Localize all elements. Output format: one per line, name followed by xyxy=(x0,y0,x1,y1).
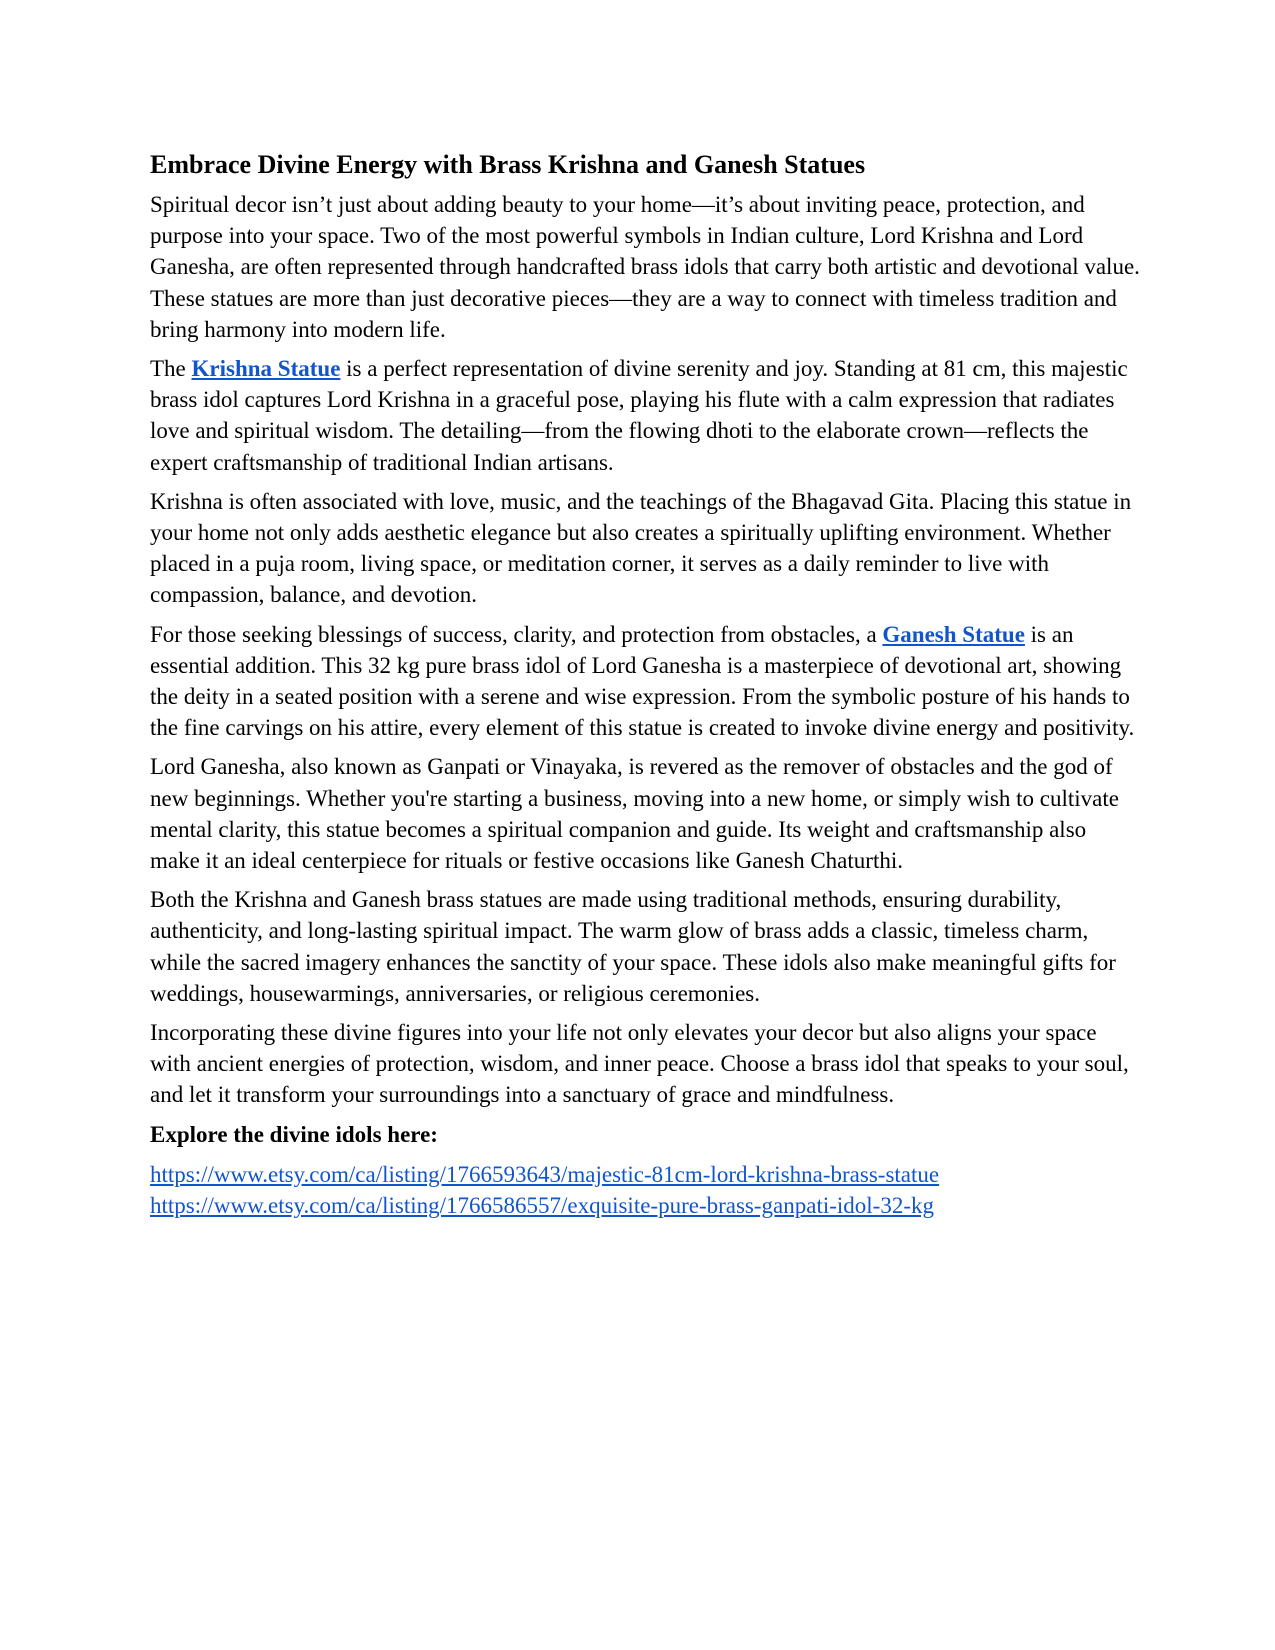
krishna-paragraph-lead: The xyxy=(150,356,192,382)
document-page xyxy=(150,148,1140,1222)
closing-paragraph: Incorporating these divine figures into your life not only elevates your decor but also aligns your space with ancient energies of protection, wisdom, and inner peace. Choose a brass idol that speaks to your soul, and let it transform your surroundings into a sanctuary of grace and mindfulness. xyxy=(150,1020,1129,1108)
ganesh-paragraph xyxy=(150,619,1140,744)
krishna-meaning-paragraph: Krishna is often associated with love, music, and the teachings of the Bhagavad Gita. Placing this statue in your home not only adds aesthetic elegance but also creates a spiritually uplifting environment. Whether placed in a puja room, living space, or meditation corner, it serves as a daily reminder to live with compassion, balance, and devotion. xyxy=(150,488,1132,608)
listing-links xyxy=(150,1159,1140,1222)
ganesh-statue-link[interactable]: Ganesh Statue xyxy=(882,621,1025,647)
krishna-paragraph-body: is a perfect representation of divine serenity and joy. Standing at 81 cm, this majestic brass idol captures Lord Krishna in a graceful pose, playing his flute with a calm expression that radiates love and spiritual wisdom. The detailing—from the flowing dhoti to the elaborate crown—reflects the expert craftsmanship of traditional Indian artisans. xyxy=(150,356,1128,475)
krishna-listing-url[interactable]: https://www.etsy.com/ca/listing/1766593643/majestic-81cm-lord-krishna-brass-statue xyxy=(150,1161,940,1187)
intro-paragraph: Spiritual decor isn’t just about adding beauty to your home—it’s about inviting peace, protection, and purpose into your space. Two of the most powerful symbols in Indian culture, Lord Krishna and Lord Ganesha, are often represented through handcrafted brass idols that carry both artistic and devotional value. These statues are more than just decorative pieces—they are a way to connect with timeless tradition and bring harmony into modern life. xyxy=(150,192,1140,342)
ganesh-paragraph-lead: For those seeking blessings of success, clarity, and protection from obstacles, a xyxy=(150,621,883,647)
ganesh-paragraph-body: is an essential addition. This 32 kg pure brass idol of Lord Ganesha is a masterpiece of devotional art, showing the deity in a seated position with a serene and wise expression. From the symbolic posture of his hands to the fine carvings on his attire, every element of this statue is created to invoke divine energy and positivity. xyxy=(150,621,1135,741)
ganesh-listing-url[interactable]: https://www.etsy.com/ca/listing/1766586557/exquisite-pure-brass-ganpati-idol-32-kg xyxy=(150,1193,934,1219)
krishna-statue-link[interactable]: Krishna Statue xyxy=(191,356,341,382)
document-title: Embrace Divine Energy with Brass Krishna and Ganesh Statues xyxy=(150,150,866,179)
krishna-paragraph xyxy=(150,353,1140,478)
explore-heading: Explore the divine idols here: xyxy=(150,1121,438,1147)
craftsmanship-paragraph: Both the Krishna and Ganesh brass statues are made using traditional methods, ensuring durability, authenticity, and long-lasting spiritual impact. The warm glow of brass adds a classic, timeless charm, while the sacred imagery enhances the sanctity of your space. These idols also make meaningful gifts for weddings, housewarmings, anniversaries, or religious ceremonies. xyxy=(150,887,1116,1006)
ganesh-meaning-paragraph: Lord Ganesha, also known as Ganpati or Vinayaka, is revered as the remover of obstacles and the god of new beginnings. Whether you're starting a business, moving into a new home, or simply wish to cultivate mental clarity, this statue becomes a spiritual companion and guide. Its weight and craftsmanship also make it an ideal centerpiece for rituals or festive occasions like Ganesh Chaturthi. xyxy=(150,754,1119,874)
